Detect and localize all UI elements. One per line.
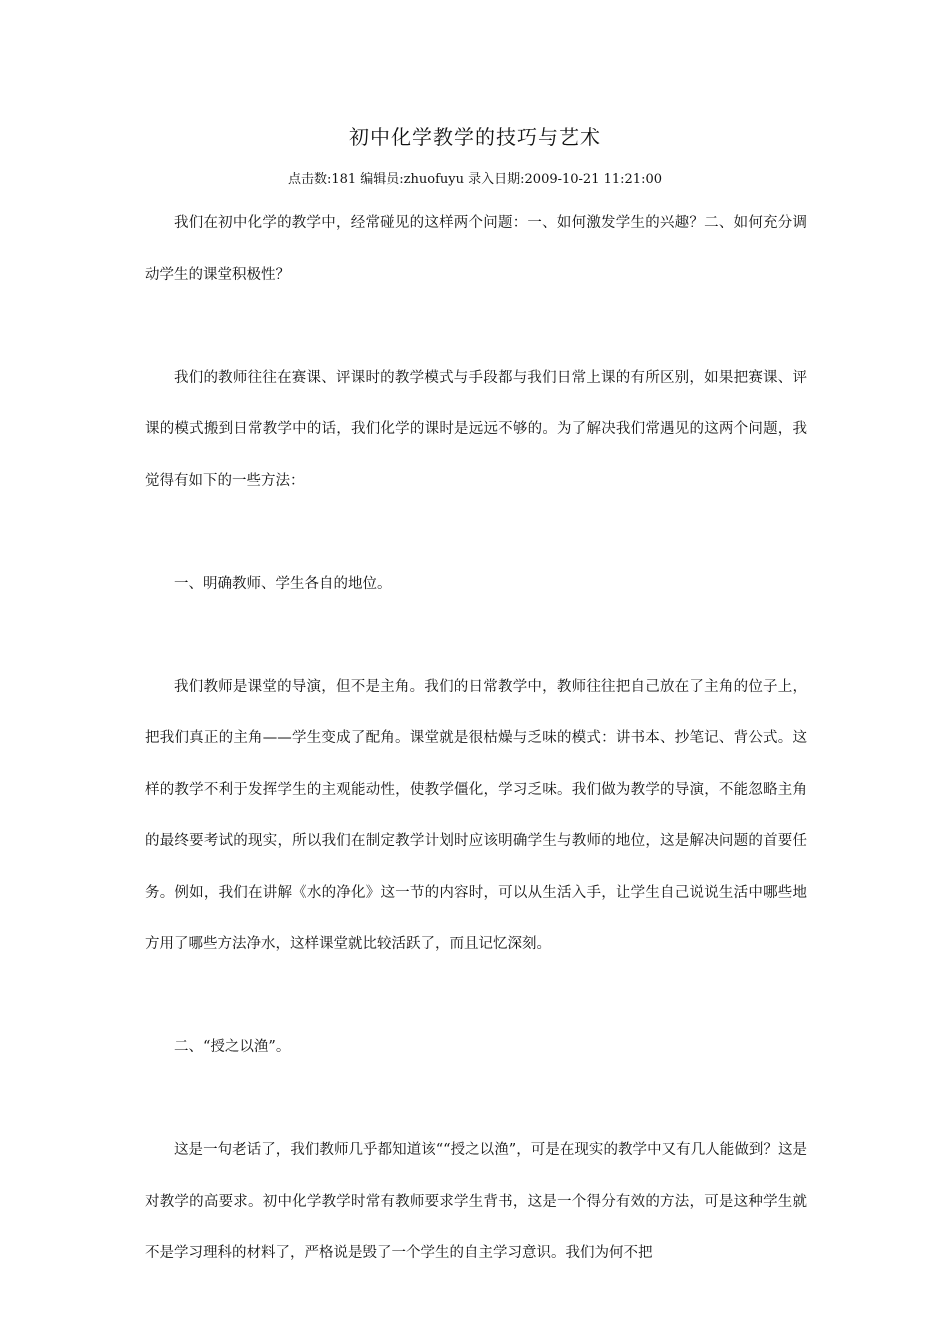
section-heading-2: 二、“授之以渔”。 [174, 1039, 291, 1055]
paragraph-gap [145, 301, 807, 353]
paragraph-section-1: 我们教师是课堂的导演，但不是主角。我们的日常教学中，教师往往把自己放在了主角的位子上，把我们真正的主角——学生变成了配角。课堂就是很枯燥与乏味的模式：讲书本、抄笔记、背公式。这样的教学不利于发挥学生的主观能动性，使教学僵化，学习乏味。我们做为教学的导演，不能忽略主角的最终要考试的现实，所以我们在制定教学计划时应该明确学生与教师的地位，这是解决问题的首要任务。例如，我们在讲解《水的净化》这一节的内容时，可以从生活入手，让学生自己说说生活中哪些地方用了哪些方法净水，这样课堂就比较活跃了，而且记忆深刻。 [145, 678, 807, 952]
article-meta: 点击数:181 编辑员:zhuofuyu 录入日期:2009-10-21 11:21:00 [287, 172, 662, 187]
article-body [145, 198, 807, 1280]
paragraph-gap [145, 1074, 807, 1126]
paragraph-gap [145, 610, 807, 662]
paragraph-methods-intro: 我们的教师往往在赛课、评课时的教学模式与手段都与我们日常上课的有所区别，如果把赛课、评课的模式搬到日常教学中的话，我们化学的课时是远远不够的。为了解决我们常遇见的这两个问题，我觉得有如下的一些方法： [145, 369, 807, 489]
paragraph-gap [145, 507, 807, 559]
paragraph-intro: 我们在初中化学的教学中，经常碰见的这样两个问题：一、如何激发学生的兴趣？二、如何充分调动学生的课堂积极性？ [145, 215, 807, 283]
section-heading-1: 一、明确教师、学生各自的地位。 [174, 575, 392, 592]
paragraph-gap [145, 971, 807, 1023]
page-title: 初中化学教学的技巧与艺术 [349, 125, 601, 149]
paragraph-section-2: 这是一句老话了，我们教师几乎都知道该““授之以渔”，可是在现实的教学中又有几人能做到？这是对教学的高要求。初中化学教学时常有教师要求学生背书，这是一个得分有效的方法，可是这种学生就不是学习理科的材料了，严格说是毁了一个学生的自主学习意识。我们为何不把 [145, 1142, 807, 1261]
